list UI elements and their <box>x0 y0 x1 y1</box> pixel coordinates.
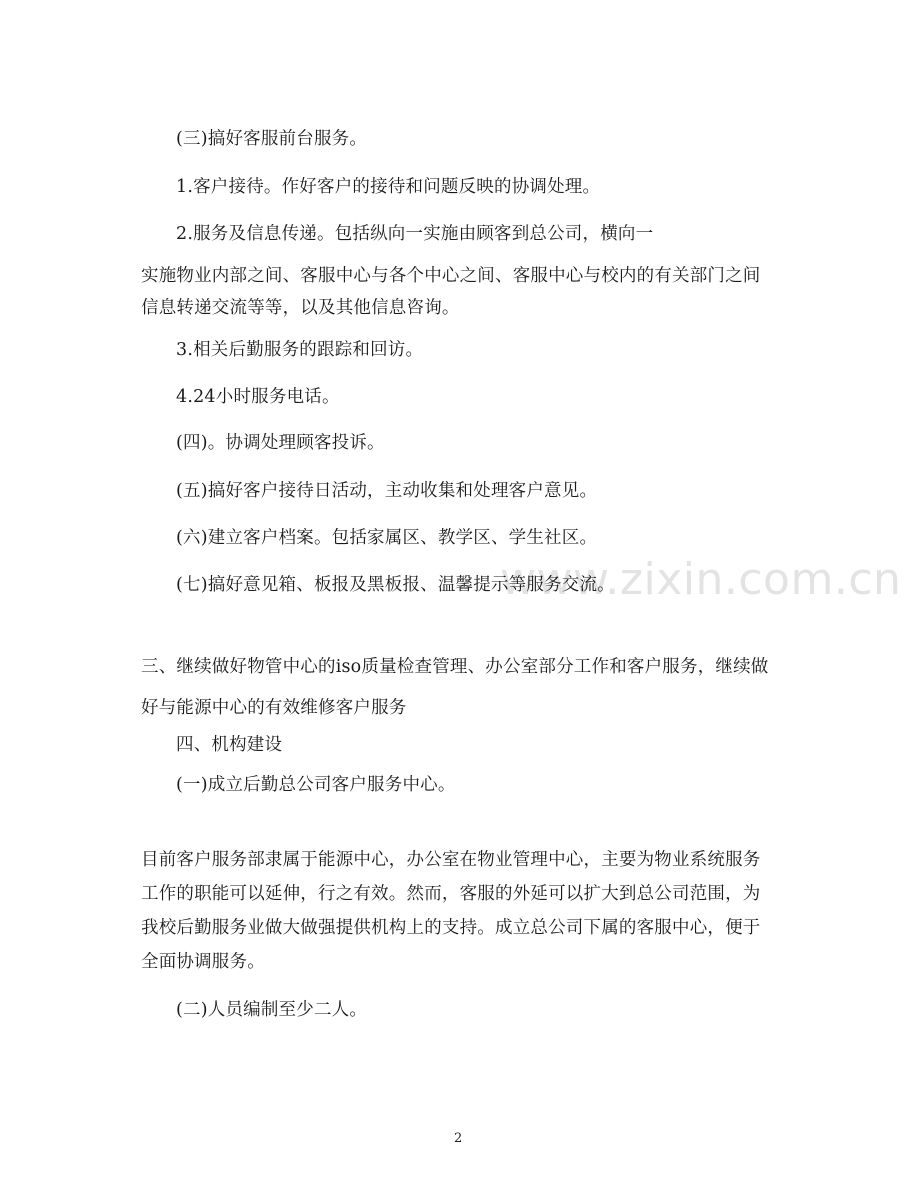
section-3-paragraph: 三、继续做好物管中心的iso质量检查管理、办公室部分工作和客户服务，继续做 <box>141 657 769 677</box>
paragraph-item-1: 1.客户接待。作好客户的接待和问题反映的协调处理。 <box>176 177 601 197</box>
subsection-2-heading: (二)人员编制至少二人。 <box>176 1000 368 1020</box>
page-number: 2 <box>454 1131 463 1146</box>
body-paragraph-line-4: 全面协调服务。 <box>141 952 265 972</box>
watermark: www.zixin.com.cn <box>500 554 902 605</box>
section-4-heading: 四、机构建设 <box>176 735 283 755</box>
body-paragraph-line-2: 工作的职能可以延伸，行之有效。然而，客服的外延可以扩大到总公司范围，为 <box>141 884 761 904</box>
paragraph-item-2-cont-1: 实施物业内部之间、客服中心与各个中心之间、客服中心与校内的有关部门之间 <box>141 266 761 286</box>
paragraph-item-2-cont-2: 信息转递交流等等，以及其他信息咨询。 <box>141 298 460 318</box>
paragraph-item-2: 2.服务及信息传递。包括纵向一实施由顾客到总公司，横向一 <box>176 224 654 244</box>
paragraph-item-4: 4.24小时服务电话。 <box>176 387 340 407</box>
section-heading-4-complaints: (四)。协调处理顾客投诉。 <box>176 433 385 453</box>
section-heading-5-reception-day: (五)搞好客户接待日活动，主动收集和处理客户意见。 <box>176 481 598 501</box>
section-heading-7-suggestion-box: (七)搞好意见箱、板报及黑板报、温馨提示等服务交流。 <box>176 575 615 595</box>
section-3-paragraph-cont: 好与能源中心的有效维修客户服务 <box>141 698 407 718</box>
section-heading-3-front-desk: (三)搞好客服前台服务。 <box>176 129 368 149</box>
body-paragraph-line-3: 我校后勤服务业做大做强提供机构上的支持。成立总公司下属的客服中心，便于 <box>141 918 761 938</box>
paragraph-item-3: 3.相关后勤服务的跟踪和回访。 <box>176 340 424 360</box>
body-paragraph-line-1: 目前客户服务部隶属于能源中心，办公室在物业管理中心，主要为物业系统服务 <box>141 850 761 870</box>
subsection-1-heading: (一)成立后勤总公司客户服务中心。 <box>176 775 456 795</box>
section-heading-6-customer-files: (六)建立客户档案。包括家属区、教学区、学生社区。 <box>176 528 598 548</box>
